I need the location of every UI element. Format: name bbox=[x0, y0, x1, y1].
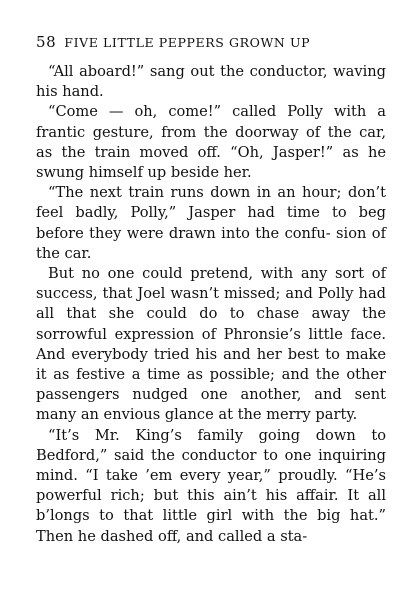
running-title: FIVE LITTLE PEPPERS GROWN UP bbox=[64, 35, 311, 50]
paragraph-4: But no one could pretend, with any sort of success, that Joel wasn’t missed; and Polly had all that she could do to chase away the sorrowful expression of Phronsie’s little face. And everybody tried his and her best to make it as festive a time as possible; and the other passengers nudged one another, and sent many an envious glance at the merry party. bbox=[36, 265, 386, 424]
page-number: 58 bbox=[36, 33, 57, 51]
paragraph-2: “Come — oh, come!” called Polly with a frantic gesture, from the doorway of the car, as the train moved off. “Oh, Jasper!” as he swung himself up beside her. bbox=[36, 103, 386, 182]
page-body bbox=[36, 62, 386, 547]
running-head bbox=[36, 30, 386, 54]
paragraph-3: “The next train runs down in an hour; don’t feel badly, Polly,” Jasper had time to beg before they were drawn into the confu- sion of the car. bbox=[36, 184, 386, 262]
paragraph-5: “It’s Mr. King’s family going down to Bedford,” said the conductor to one inquiring mind. “I take ’em every year,” proudly. “He’s powerful rich; but this ain’t his affair. It all b’longs to that little girl with the big hat.” Then he dashed off, and called a sta- bbox=[36, 426, 386, 545]
paragraph-1: “All aboard!” sang out the conductor, waving his hand. bbox=[36, 63, 386, 101]
book-page bbox=[36, 30, 386, 547]
